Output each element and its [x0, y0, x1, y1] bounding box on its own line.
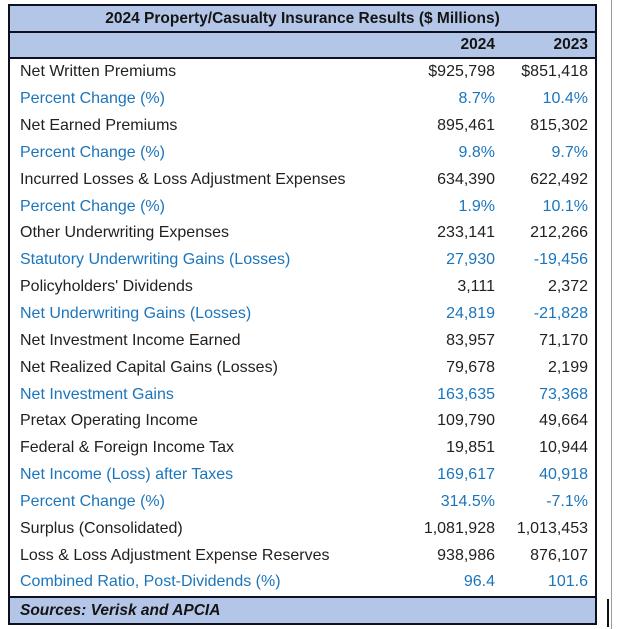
value-2023: -7.1% — [546, 492, 588, 510]
column-header-2023: 2023 — [553, 36, 588, 53]
row-label: Net Investment Income Earned — [20, 331, 241, 349]
value-2024: $925,798 — [428, 63, 495, 81]
table-row — [10, 489, 595, 516]
table-row — [10, 220, 595, 247]
value-2024: 24,819 — [446, 305, 495, 323]
table-source-note: Sources: Verisk and APCIA — [10, 596, 595, 623]
row-label: Net Earned Premiums — [20, 117, 178, 135]
adjacent-cell-border — [607, 599, 609, 627]
table-row — [10, 435, 595, 462]
row-label: Net Income (Loss) after Taxes — [20, 466, 234, 484]
row-label: Surplus (Consolidated) — [20, 519, 183, 537]
value-2023: 2,199 — [547, 358, 588, 376]
row-label: Combined Ratio, Post-Dividends (%) — [20, 573, 281, 591]
row-label: Policyholders' Dividends — [20, 278, 193, 296]
table-title: 2024 Property/Casualty Insurance Results ($ Millions) — [10, 6, 595, 33]
row-label: Net Realized Capital Gains (Losses) — [20, 358, 278, 376]
row-label: Percent Change (%) — [20, 90, 165, 108]
value-2023: 2,372 — [547, 278, 588, 296]
value-2023: 49,664 — [539, 412, 588, 430]
table-row — [10, 354, 595, 381]
value-2023: -21,828 — [533, 305, 588, 323]
value-2024: 1.9% — [458, 197, 495, 215]
value-2023: 876,107 — [530, 546, 588, 564]
value-2024: 169,617 — [437, 466, 495, 484]
column-header-2024: 2024 — [460, 36, 495, 53]
value-2024: 96.4 — [463, 573, 495, 591]
row-label: Pretax Operating Income — [20, 412, 198, 430]
table-row — [10, 193, 595, 220]
value-2023: 10.1% — [542, 197, 588, 215]
table-row — [10, 462, 595, 489]
value-2023: 101.6 — [547, 573, 588, 591]
table-row — [10, 140, 595, 167]
value-2024: 163,635 — [437, 385, 495, 403]
row-label: Loss & Loss Adjustment Expense Reserves — [20, 546, 330, 564]
table-body — [10, 59, 595, 596]
row-label: Incurred Losses & Loss Adjustment Expenses — [20, 170, 346, 188]
value-2023: 622,492 — [530, 170, 588, 188]
value-2023: 815,302 — [530, 117, 588, 135]
value-2024: 109,790 — [437, 412, 495, 430]
table-row — [10, 515, 595, 542]
row-label: Percent Change (%) — [20, 143, 165, 161]
row-label: Other Underwriting Expenses — [20, 224, 229, 242]
row-label: Net Underwriting Gains (Losses) — [20, 305, 252, 323]
value-2024: 3,111 — [457, 278, 495, 296]
table-row — [10, 274, 595, 301]
value-2024: 895,461 — [437, 117, 495, 135]
value-2024: 1,081,928 — [423, 519, 495, 537]
value-2024: 314.5% — [440, 492, 495, 510]
value-2023: 9.7% — [551, 143, 588, 161]
value-2024: 233,141 — [437, 224, 495, 242]
table-row — [10, 166, 595, 193]
table-row — [10, 381, 595, 408]
value-2023: 10.4% — [542, 90, 588, 108]
table-row — [10, 301, 595, 328]
table-header-row — [10, 33, 595, 59]
value-2024: 9.8% — [458, 143, 495, 161]
table-row — [10, 327, 595, 354]
table-row — [10, 86, 595, 113]
value-2024: 19,851 — [446, 439, 495, 457]
table-row — [10, 408, 595, 435]
value-2023: 212,266 — [530, 224, 588, 242]
row-label: Statutory Underwriting Gains (Losses) — [20, 251, 291, 269]
value-2023: 40,918 — [539, 466, 588, 484]
row-label: Federal & Foreign Income Tax — [20, 439, 235, 457]
value-2023: -19,456 — [533, 251, 588, 269]
row-label: Net Investment Gains — [20, 385, 174, 403]
value-2023: 73,368 — [539, 385, 588, 403]
table-row — [10, 113, 595, 140]
value-2024: 83,957 — [446, 331, 495, 349]
table-row — [10, 569, 595, 596]
table-row — [10, 542, 595, 569]
insurance-results-table — [8, 4, 597, 625]
value-2024: 8.7% — [458, 90, 495, 108]
value-2023: 71,170 — [539, 331, 588, 349]
value-2024: 634,390 — [437, 170, 495, 188]
value-2023: 10,944 — [539, 439, 588, 457]
table-row — [10, 59, 595, 86]
value-2024: 938,986 — [437, 546, 495, 564]
value-2023: $851,418 — [521, 63, 588, 81]
row-label: Net Written Premiums — [20, 63, 177, 81]
row-label: Percent Change (%) — [20, 197, 165, 215]
table-row — [10, 247, 595, 274]
value-2023: 1,013,453 — [516, 519, 588, 537]
value-2024: 79,678 — [446, 358, 495, 376]
value-2024: 27,930 — [446, 251, 495, 269]
adjacent-column-gridline — [611, 0, 612, 629]
row-label: Percent Change (%) — [20, 492, 165, 510]
